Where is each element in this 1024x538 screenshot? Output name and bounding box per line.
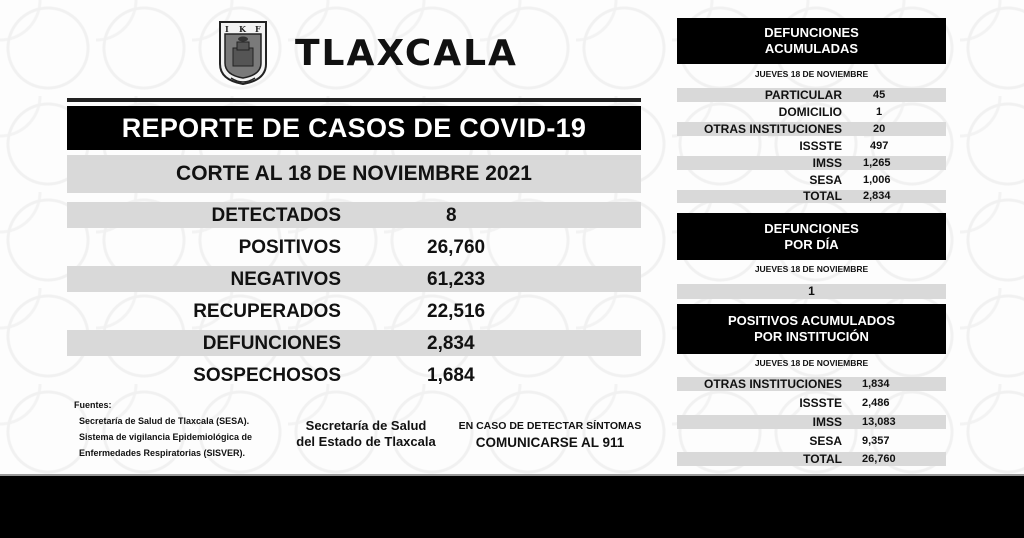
death-row-domicilio	[677, 105, 946, 119]
stat-label: DETECTADOS	[211, 205, 341, 226]
death-row-particular	[677, 88, 946, 102]
row-label: SESA	[809, 173, 842, 187]
row-label: DOMICILIO	[778, 105, 842, 119]
header-line-2: ACUMULADAS	[764, 41, 859, 56]
defunciones-acumuladas-date: JUEVES 18 DE NOVIEMBRE	[754, 69, 869, 79]
positive-row-issste	[677, 396, 946, 410]
positivos-por-institucion-header	[677, 304, 946, 354]
row-value: 1	[876, 106, 883, 118]
stat-value: 61,233	[427, 269, 486, 290]
secretaria-credit	[286, 418, 446, 450]
defunciones-por-dia-header	[677, 213, 946, 260]
header-line-1: POSITIVOS ACUMULADOS	[727, 313, 896, 328]
row-label: ISSSTE	[799, 139, 842, 153]
stat-value: 26,760	[427, 237, 486, 258]
stat-value: 22,516	[427, 301, 486, 322]
stat-row-negativos	[67, 266, 641, 292]
death-row-sesa	[677, 173, 946, 187]
coat-of-arms-icon	[217, 20, 269, 86]
svg-text:F: F	[255, 24, 261, 34]
stat-label: NEGATIVOS	[230, 269, 341, 290]
stat-value: 1,684	[427, 365, 475, 386]
stat-row-defunciones	[67, 330, 641, 356]
emergency-notice	[450, 419, 650, 451]
report-cutoff-date: CORTE AL 18 DE NOVIEMBRE 2021	[67, 155, 641, 193]
positive-row-total	[677, 452, 946, 466]
row-value: 45	[873, 89, 886, 101]
death-row-issste	[677, 139, 946, 153]
stat-label: POSITIVOS	[238, 237, 341, 258]
death-row-imss	[677, 156, 946, 170]
stat-label: RECUPERADOS	[193, 301, 341, 322]
stat-label: DEFUNCIONES	[202, 333, 341, 354]
stat-row-positivos	[67, 234, 641, 260]
row-value: 2,834	[863, 190, 891, 202]
row-label: OTRAS INSTITUCIONES	[703, 377, 842, 391]
report-title: REPORTE DE CASOS DE COVID-19	[67, 106, 641, 150]
row-value: 2,486	[862, 397, 890, 409]
divider	[67, 98, 641, 102]
defunciones-por-dia-value: 1	[677, 284, 946, 299]
row-value: 1,834	[862, 378, 890, 390]
stat-value: 8	[446, 205, 457, 226]
header-line-1: DEFUNCIONES	[764, 25, 859, 40]
row-value: 1,265	[863, 157, 891, 169]
stat-label: SOSPECHOSOS	[193, 365, 341, 386]
secretaria-line-2: del Estado de Tlaxcala	[296, 434, 436, 449]
svg-text:I: I	[225, 24, 229, 34]
emergency-line-1: EN CASO DE DETECTAR SÍNTOMAS	[458, 420, 642, 432]
death-row-total	[677, 190, 946, 203]
header-line-2: POR INSTITUCIÓN	[754, 329, 869, 344]
svg-text:K: K	[239, 24, 246, 34]
footer-band	[0, 476, 1024, 538]
sources-heading: Fuentes:	[74, 400, 112, 410]
row-value: 20	[873, 123, 886, 135]
stat-row-sospechosos	[67, 362, 641, 388]
death-row-otras	[677, 122, 946, 136]
row-value: 9,357	[862, 435, 890, 447]
defunciones-acumuladas-header	[677, 18, 946, 64]
positive-row-sesa	[677, 434, 946, 448]
emergency-line-2: COMUNICARSE AL 911	[475, 435, 625, 450]
source-item: Secretaría de Salud de Tlaxcala (SESA).	[79, 416, 250, 426]
positive-row-imss	[677, 415, 946, 429]
positivos-por-institucion-date: JUEVES 18 DE NOVIEMBRE	[754, 358, 869, 368]
stat-value: 2,834	[427, 333, 475, 354]
header-line-2: POR DÍA	[784, 236, 839, 252]
row-value: 26,760	[862, 453, 896, 465]
row-label: OTRAS INSTITUCIONES	[703, 122, 842, 136]
source-item: Sistema de vigilancia Epidemiológica de	[79, 432, 253, 442]
row-value: 1,006	[863, 174, 891, 186]
row-label: TOTAL	[803, 452, 842, 466]
header-line-1: DEFUNCIONES	[764, 220, 859, 236]
row-value: 497	[870, 140, 889, 152]
row-label: TOTAL	[803, 189, 842, 203]
source-item: Enfermedades Respiratorias (SISVER).	[79, 448, 246, 458]
stat-row-detectados	[67, 202, 641, 228]
sources	[74, 400, 252, 461]
row-label: PARTICULAR	[764, 88, 842, 102]
brand-title: TLAXCALA	[295, 33, 518, 74]
stat-row-recuperados	[67, 298, 641, 324]
row-label: IMSS	[812, 156, 842, 170]
positive-row-otras	[677, 377, 946, 391]
defunciones-por-dia-date: JUEVES 18 DE NOVIEMBRE	[754, 264, 869, 274]
secretaria-line-1: Secretaría de Salud	[305, 418, 427, 433]
row-value: 13,083	[862, 416, 896, 428]
row-label: SESA	[809, 434, 842, 448]
row-label: IMSS	[812, 415, 842, 429]
row-label: ISSSTE	[799, 396, 842, 410]
